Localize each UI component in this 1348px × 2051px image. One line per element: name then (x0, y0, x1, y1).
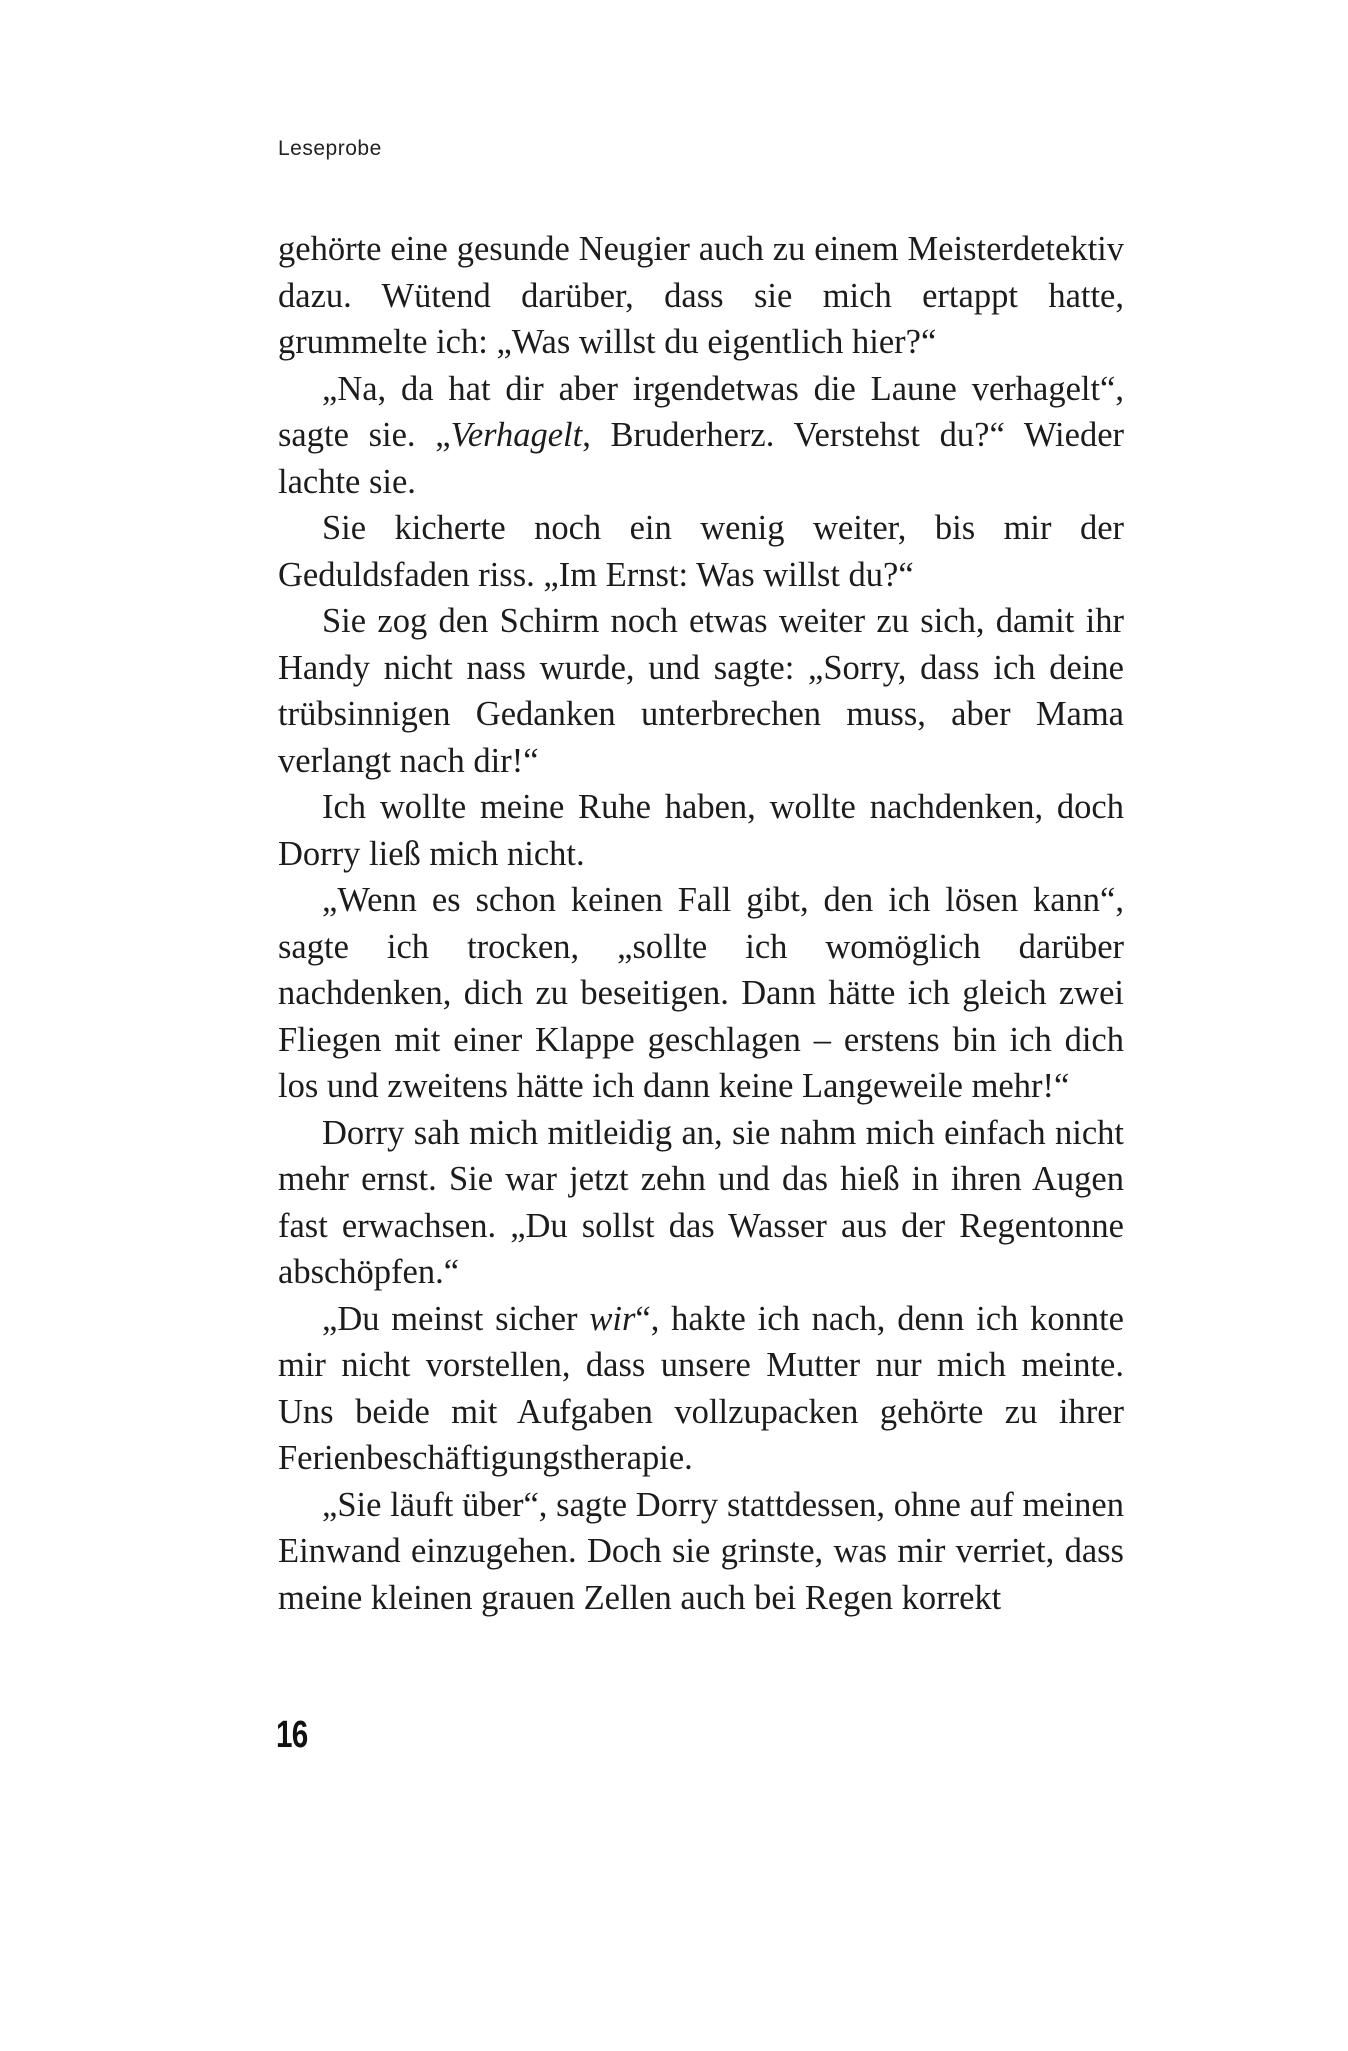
emphasis: Verhagelt (450, 416, 583, 454)
emphasis: wir (589, 1299, 636, 1338)
running-header: Leseprobe (278, 137, 382, 160)
paragraph: Sie zog den Schirm noch etwas weiter zu sich, damit ihr Handy nicht nass wurde, und sagte: „Sorry, dass ich deine trübsinnigen Gedanken unterbrechen muss, aber Mama verlangt nach dir!“ (278, 602, 1124, 780)
paragraph: „Sie läuft über“, sagte Dorry stattdessen, ohne auf meinen Einwand einzugehen. Doch sie grinste, was mir verriet, dass meine kleinen grauen Zellen auch bei Regen korrekt (278, 1485, 1124, 1617)
paragraph: „Na, da hat dir aber irgendetwas die Laune verhagelt“, sagte sie. „Verhagelt, Bruderherz. Verstehst du?“ Wieder lachte sie. (278, 369, 1124, 501)
body-text (278, 226, 1124, 1621)
paragraph: „Wenn es schon keinen Fall gibt, den ich lösen kann“, sagte ich trocken, „sollte ich womöglich darüber nachdenken, dich zu beseitigen. Dann hätte ich gleich zwei Fliegen mit einer Klappe geschlagen – erstens bin ich dich los und zweitens hätte ich dann keine Langeweile mehr!“ (278, 881, 1124, 1105)
paragraph: Sie kicherte noch ein wenig weiter, bis mir der Geduldsfaden riss. „Im Ernst: Was willst du?“ (278, 509, 1124, 594)
paragraph: gehörte eine gesunde Neugier auch zu einem Meisterdetektiv dazu. Wütend darüber, dass sie mich ertappt hatte, grummelte ich: „Was willst du eigentlich hier?“ (278, 230, 1124, 361)
page-number: 16 (276, 1714, 308, 1756)
paragraph: „Du meinst sicher wir“, hakte ich nach, denn ich konnte mir nicht vorstellen, dass unsere Mutter nur mich meinte. Uns beide mit Aufgaben vollzupacken gehörte zu ihrer Ferienbeschäftigungstherapie. (278, 1299, 1124, 1477)
paragraph: Ich wollte meine Ruhe haben, wollte nachdenken, doch Dorry ließ mich nicht. (278, 788, 1124, 873)
paragraph: Dorry sah mich mitleidig an, sie nahm mich einfach nicht mehr ernst. Sie war jetzt zehn und das hieß in ihren Augen fast erwachsen. „Du sollst das Wasser aus der Regentonne abschöpfen.“ (278, 1113, 1124, 1291)
